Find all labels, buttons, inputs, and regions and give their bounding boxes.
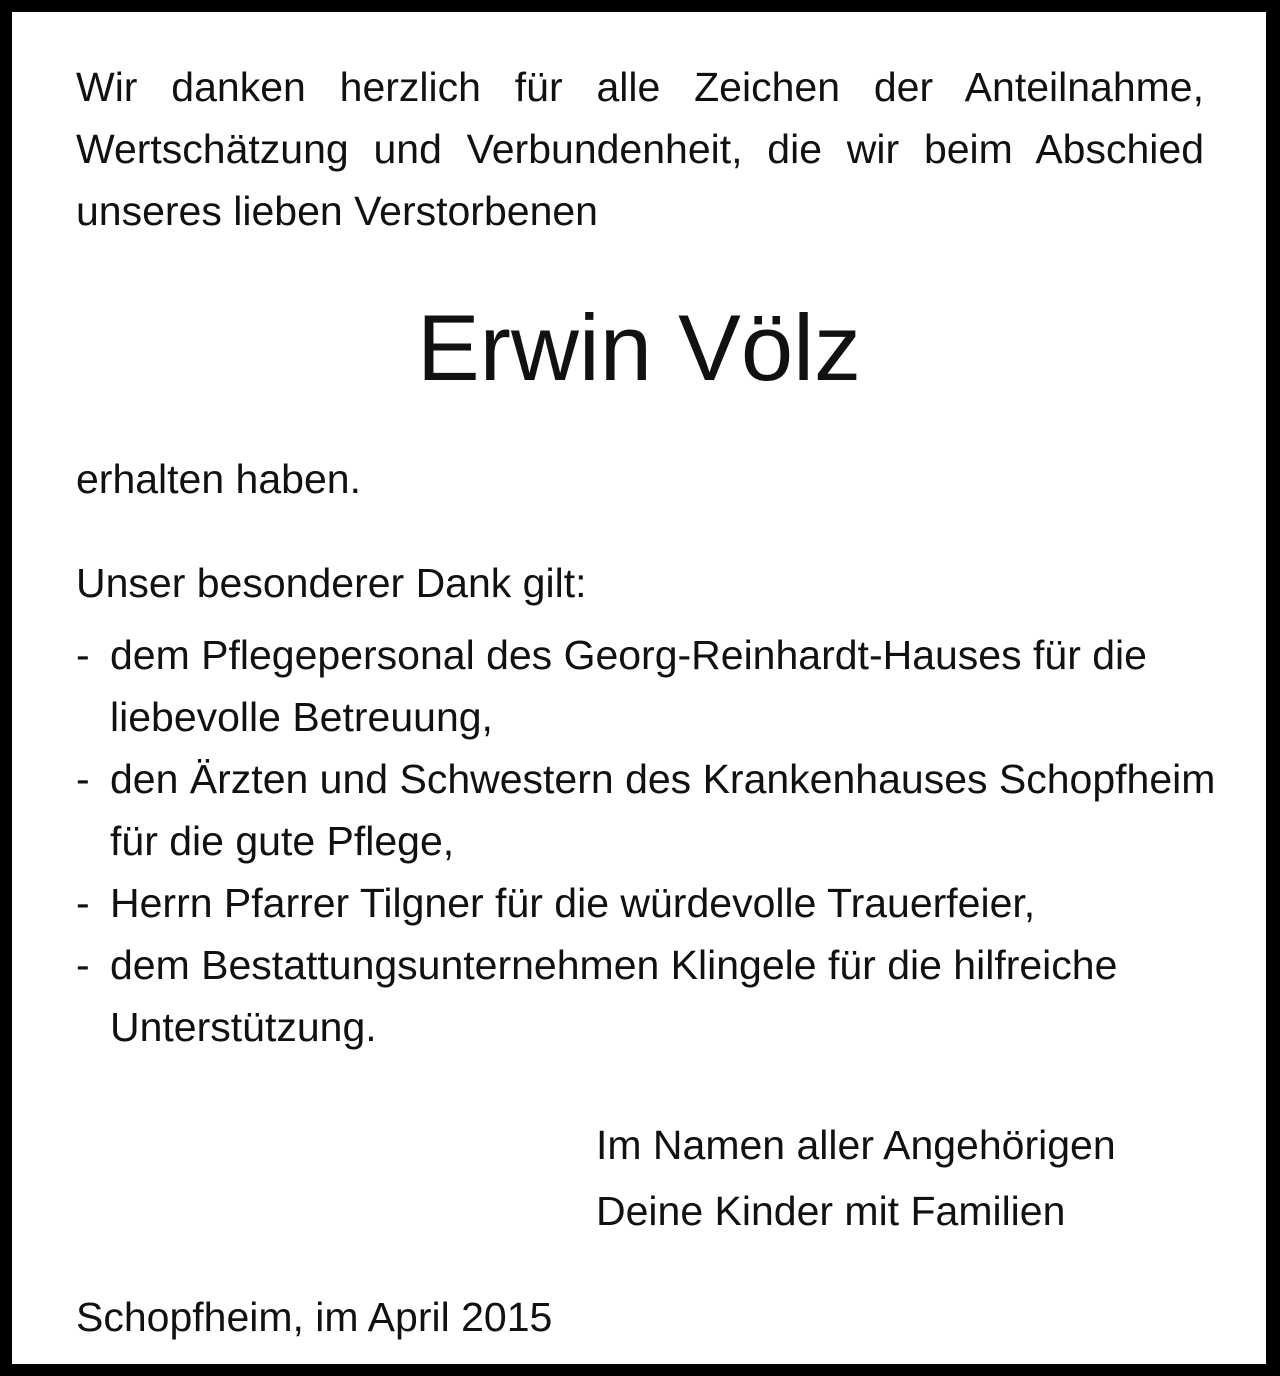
list-dash: - (76, 942, 90, 988)
thanks-item-text: Herrn Pfarrer Tilgner für die würdevolle Trauerfeier, (110, 880, 1036, 926)
obituary-notice (12, 12, 1266, 1364)
list-dash: - (76, 880, 90, 926)
deceased-name: Erwin Völz (416, 295, 862, 400)
thanks-item (76, 624, 1216, 748)
place-date: Schopfheim, im April 2015 (76, 1294, 553, 1340)
list-dash: - (76, 632, 90, 678)
intro-text: Wir danken herzlich für alle Zeichen der Anteilnahme, Wertschätzung und Verbundenheit, die wir beim Abschied unseres lieben Verstorbenen (76, 64, 1204, 234)
thanks-item-text: dem Pflegepersonal des Georg-Reinhardt-Hauses für die liebevolle Betreuung, (110, 632, 1147, 740)
received-text: erhalten haben. (76, 456, 361, 502)
list-dash: - (76, 756, 90, 802)
thanks-item (76, 748, 1216, 872)
thanks-item (76, 934, 1216, 1058)
thanks-list (76, 624, 1216, 1058)
signature-line-1: Im Namen aller Angehörigen (596, 1122, 1116, 1168)
signature-block (596, 1112, 1116, 1244)
thanks-item (76, 872, 1216, 934)
thanks-item-text: dem Bestattungsunternehmen Klingele für die hilfreiche Unterstützung. (110, 942, 1118, 1050)
signature-line-2: Deine Kinder mit Familien (596, 1188, 1066, 1234)
thanks-item-text: den Ärzten und Schwestern des Krankenhauses Schopfheim für die gute Pflege, (110, 756, 1216, 864)
thanks-heading: Unser besonderer Dank gilt: (76, 560, 587, 606)
